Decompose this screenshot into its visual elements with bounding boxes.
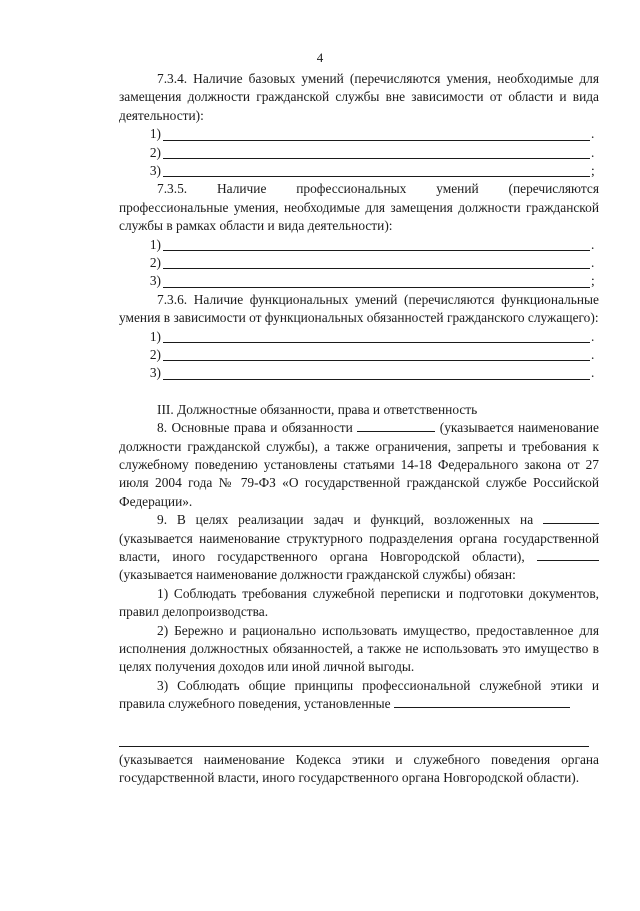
duty-3-text: 3) Соблюдать общие принципы профессиональной служебной этики и правила служебного поведения, установленные bbox=[119, 677, 599, 712]
fill-line-end: . bbox=[591, 144, 595, 160]
page-content bbox=[119, 70, 599, 787]
section-spacer bbox=[119, 383, 599, 401]
fill-line-number: 2) bbox=[149, 254, 161, 270]
fill-line-end: . bbox=[591, 236, 595, 252]
paragraph-9-end: (указывается наименование должности гражданской службы) обязан: bbox=[119, 567, 516, 583]
fill-line-end: . bbox=[591, 254, 595, 270]
fill-line[interactable] bbox=[119, 328, 599, 346]
fill-line-number: 1) bbox=[149, 236, 161, 252]
duty-1: 1) Соблюдать требования служебной переписки и подготовки документов, правил делопроизводства. bbox=[119, 585, 599, 620]
fill-line-end: . bbox=[591, 328, 595, 344]
fill-line[interactable] bbox=[119, 346, 599, 364]
fill-line-rule[interactable] bbox=[163, 127, 590, 141]
paragraph-9 bbox=[119, 511, 599, 585]
item-7-3-4-text: 7.3.4. Наличие базовых умений (перечисляются умения, необходимые для замещения должности гражданской службы вне зависимости от области и вида деятельности): bbox=[119, 71, 599, 123]
fill-line[interactable] bbox=[119, 254, 599, 272]
fill-line-end: . bbox=[591, 346, 595, 362]
fill-line[interactable] bbox=[119, 364, 599, 382]
fill-line-rule[interactable] bbox=[163, 163, 590, 177]
fill-blank[interactable] bbox=[537, 549, 599, 561]
fill-line-rule[interactable] bbox=[163, 145, 590, 159]
fill-line-number: 3) bbox=[149, 273, 161, 289]
duty-3-note: (указывается наименование Кодекса этики и служебного поведения органа государственной власти, иного государственного органа Новгородской области). bbox=[119, 751, 599, 786]
fill-line-number: 2) bbox=[149, 144, 161, 160]
fill-line-number: 1) bbox=[149, 126, 161, 142]
fill-line[interactable] bbox=[119, 236, 599, 254]
fill-line-end: ; bbox=[591, 162, 595, 178]
page-number: 4 bbox=[316, 50, 324, 65]
fill-line-number: 3) bbox=[149, 365, 161, 381]
fill-blank[interactable] bbox=[357, 420, 435, 432]
paragraph-8-rest: (указывается наименование должности гражданской службы), а также ограничения, запреты и требования к служебному поведению установлены статьями 14-18 Федерального закона от 27 июля 2004 года № 79-ФЗ «О государственной гражданской службе Российской Федерации». bbox=[119, 420, 599, 509]
paragraph-9-start: 9. В целях реализации задач и функций, возложенных на bbox=[157, 512, 534, 528]
fill-line-end: . bbox=[591, 126, 595, 142]
fill-line[interactable] bbox=[119, 272, 599, 290]
duty-3 bbox=[119, 677, 599, 714]
fill-line[interactable] bbox=[119, 162, 599, 180]
fill-line[interactable] bbox=[119, 144, 599, 162]
fill-line-rule[interactable] bbox=[119, 732, 589, 747]
fill-blank[interactable] bbox=[543, 512, 599, 524]
fill-line-rule[interactable] bbox=[163, 237, 590, 251]
fill-line-number: 3) bbox=[149, 162, 161, 178]
section-heading: III. Должностные обязанности, права и ответственность bbox=[157, 401, 478, 417]
fill-line-rule[interactable] bbox=[163, 274, 590, 288]
fill-line-rule[interactable] bbox=[163, 366, 590, 380]
fill-line-rule[interactable] bbox=[163, 255, 590, 269]
paragraph-8-start: 8. Основные права и обязанности bbox=[157, 420, 353, 436]
paragraph-9-middle: (указывается наименование структурного подразделения органа государственной власти, иного государственного органа Новгородской области), bbox=[119, 530, 599, 565]
fill-line-end: . bbox=[591, 365, 595, 381]
paragraph-8 bbox=[119, 419, 599, 511]
fill-line-number: 1) bbox=[149, 328, 161, 344]
duty-2: 2) Бережно и рационально использовать имущество, предоставленное для исполнения должностных обязанностей, а также не использовать это имущество в целях получения доходов или иной личной выгоды. bbox=[119, 622, 599, 675]
fill-blank[interactable] bbox=[394, 696, 570, 708]
fill-line-number: 2) bbox=[149, 346, 161, 362]
fill-line[interactable] bbox=[119, 125, 599, 143]
item-7-3-6-text: 7.3.6. Наличие функциональных умений (перечисляются функциональные умения в зависимости от функциональных обязанностей гражданского служащего): bbox=[119, 291, 599, 326]
fill-line-rule[interactable] bbox=[163, 347, 590, 361]
fill-line-end: ; bbox=[591, 273, 595, 289]
fill-line-rule[interactable] bbox=[163, 329, 590, 343]
item-7-3-5-text: 7.3.5. Наличие профессиональных умений (перечисляются профессиональные умения, необходимые для замещения должности гражданской службы в рамках области и вида деятельности): bbox=[119, 181, 599, 234]
blank-spacer bbox=[119, 714, 599, 732]
